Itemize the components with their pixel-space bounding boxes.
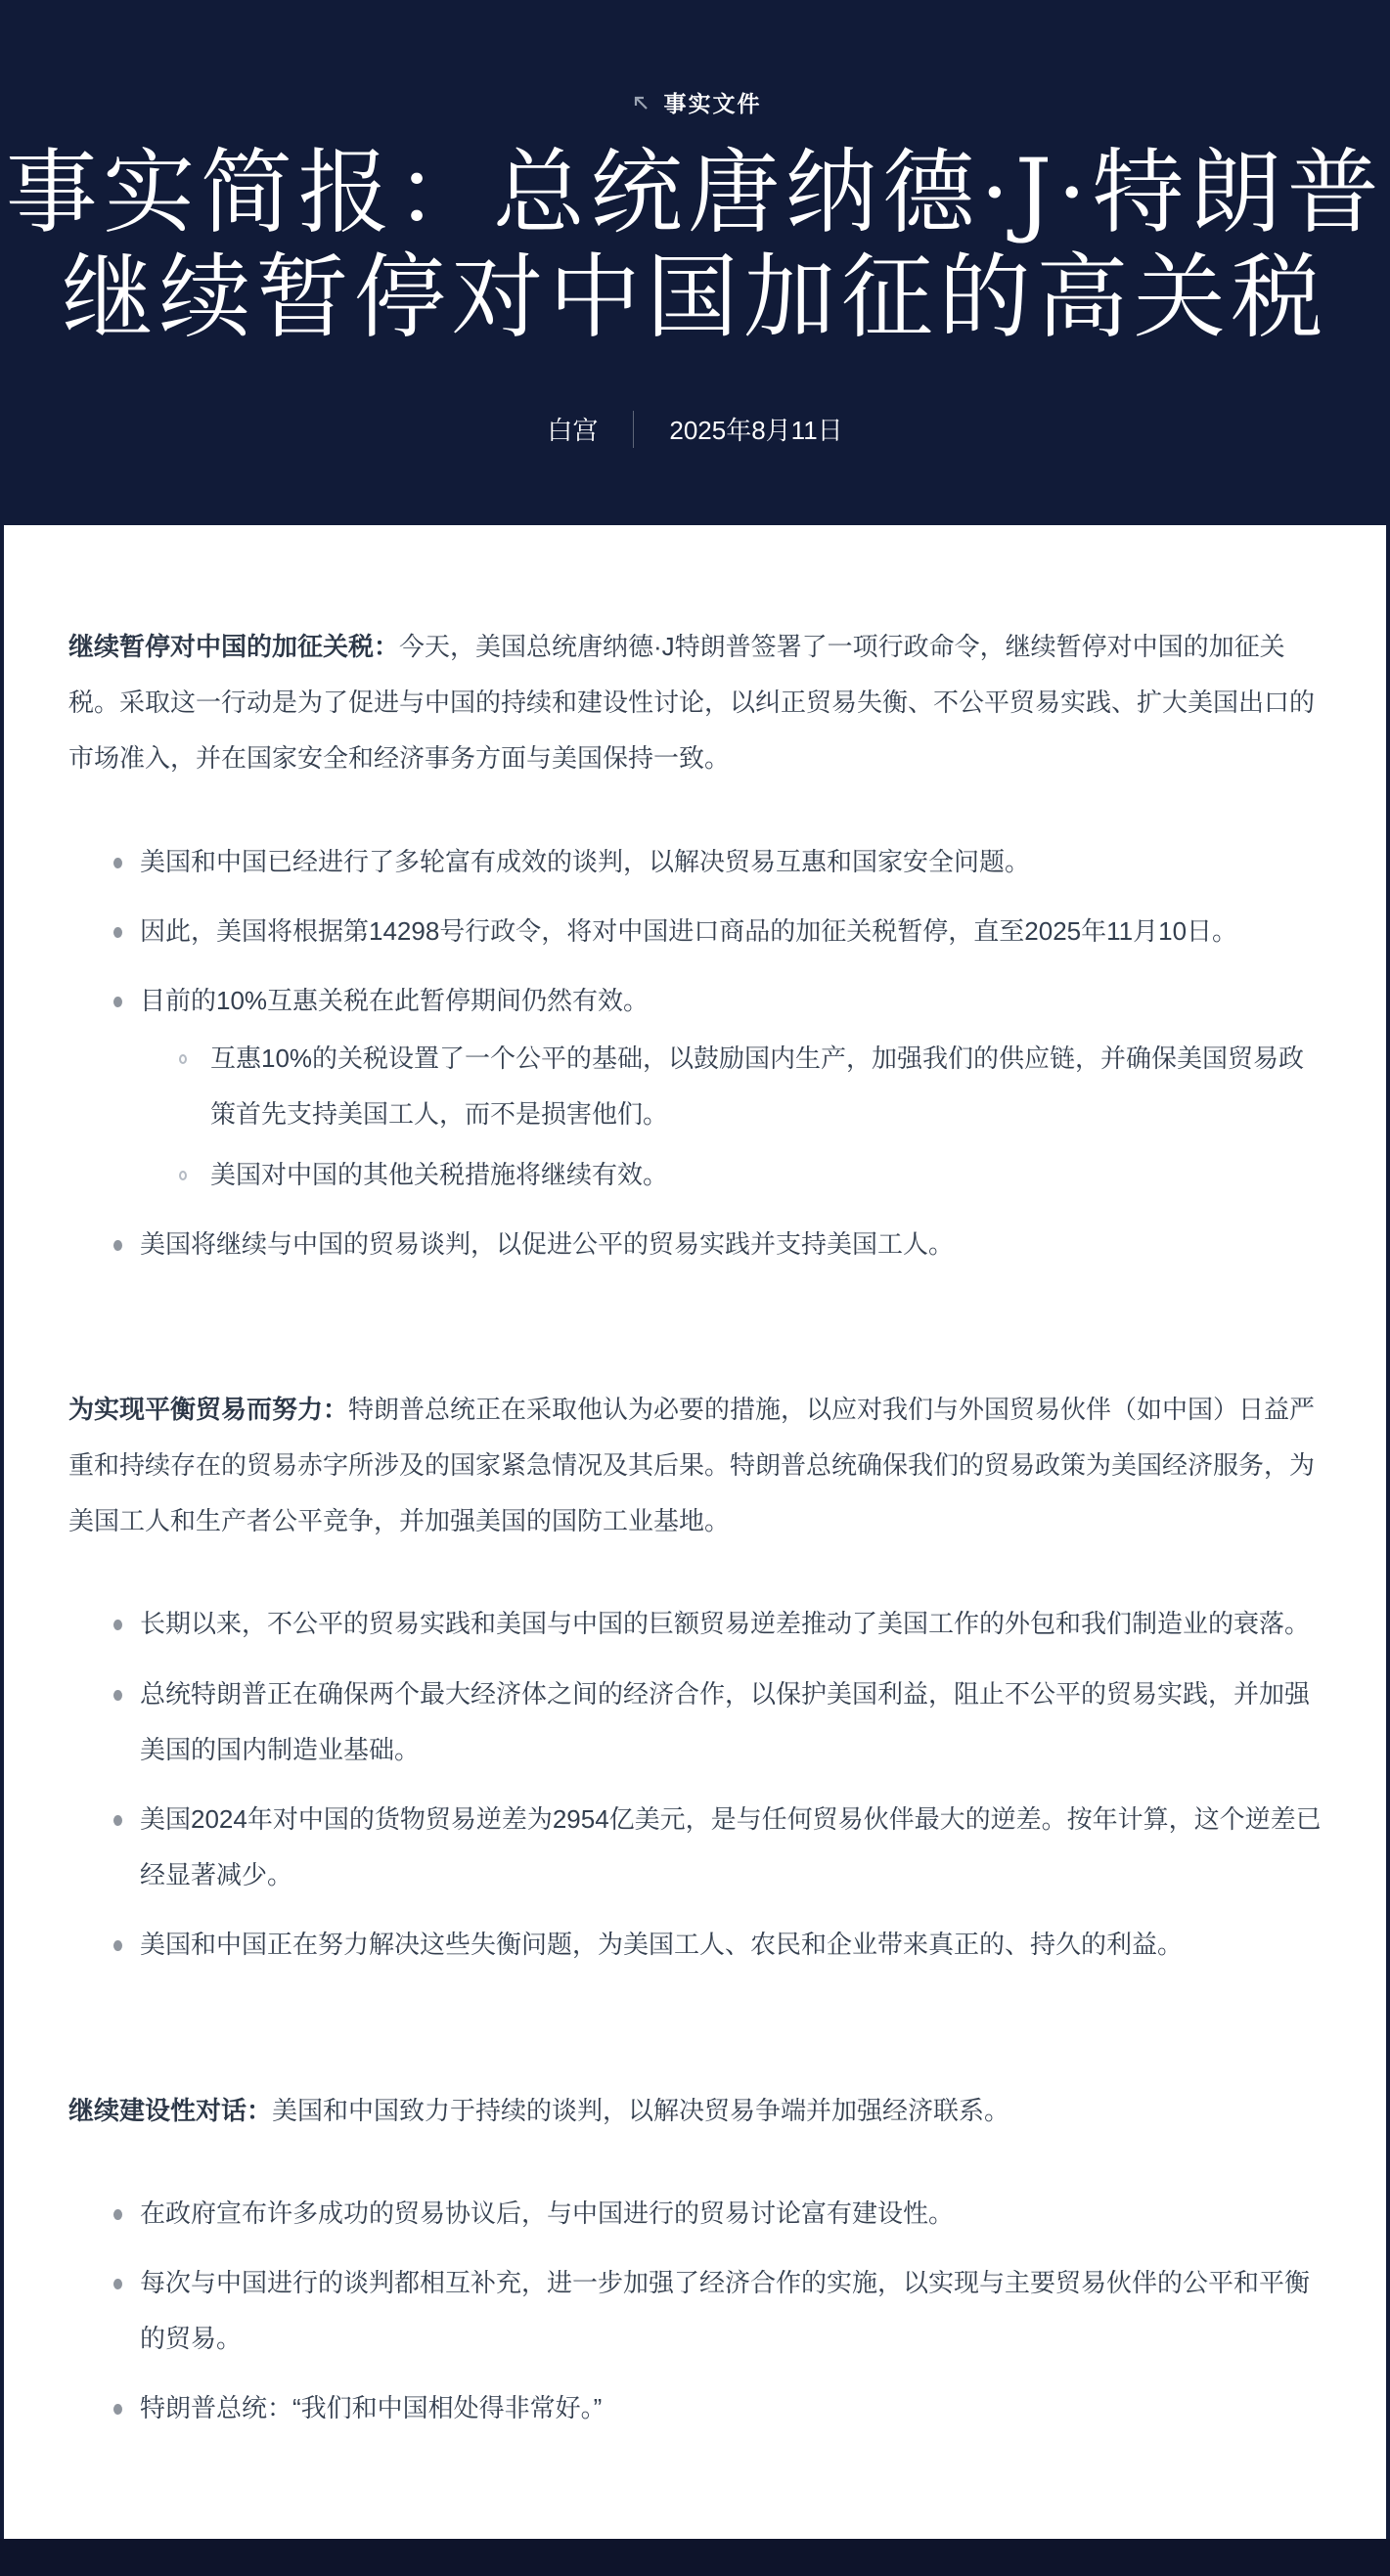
- list-item-text: 美国和中国已经进行了多轮富有成效的谈判，以解决贸易互惠和国家安全问题。: [140, 846, 1031, 876]
- eyebrow-label: 事实文件: [663, 91, 762, 116]
- bullet-icon: [113, 1240, 122, 1251]
- section-lead-text: 特朗普总统正在采取他认为必要的措施，以应对我们与外国贸易伙伴（如中国）日益严重和持续存在的贸易赤字所涉及的国家紧急情况及其后果。特朗普总统确保我们的贸易政策为美国经济服务，为美国工人和生产者公平竞争，并加强美国的国防工业基地。: [68, 1394, 1316, 1536]
- list-item-text: 特朗普总统：“我们和中国相处得非常好。”: [140, 2393, 603, 2423]
- list-item-text: 美国2024年对中国的货物贸易逆差为2954亿美元，是与任何贸易伙伴最大的逆差。按年计算，这个逆差已经显著减少。: [140, 1804, 1322, 1890]
- article-card: [4, 525, 1386, 2539]
- list-item: [68, 973, 1322, 1203]
- list-item-text: 总统特朗普正在确保两个最大经济体之间的经济合作，以保护美国利益，阻止不公平的贸易实践，并加强美国的国内制造业基础。: [140, 1678, 1311, 1764]
- list-item: [68, 1792, 1322, 1903]
- bullet-list: [68, 1596, 1322, 1973]
- bullet-icon: [113, 2279, 122, 2289]
- section-lead: [68, 1382, 1322, 1550]
- list-item: [68, 904, 1322, 959]
- sub-list-item: [140, 1147, 1322, 1203]
- meta-row: [0, 411, 1390, 448]
- section-heading: 为实现平衡贸易而努力：: [68, 1394, 349, 1424]
- meta-source: 白宫: [547, 416, 599, 446]
- bullet-list: [68, 2186, 1322, 2437]
- list-item: [68, 2255, 1322, 2367]
- page-title-line-2: 继续暂停对中国加征的高关税: [61, 244, 1329, 351]
- list-item: [68, 1917, 1322, 1973]
- sub-list-item-text: 美国对中国的其他关税措施将继续有效。: [210, 1159, 669, 1189]
- bullet-icon: [113, 1940, 122, 1951]
- arrow-up-left-icon: [629, 91, 652, 114]
- page-footer: [0, 2539, 1390, 2576]
- list-item-text: 因此，美国将根据第14298号行政令，将对中国进口商品的加征关税暂停，直至2025年11月10日。: [140, 915, 1238, 946]
- bullet-icon: [113, 1620, 122, 1630]
- bullet-icon: [113, 858, 122, 868]
- article-sections: [68, 619, 1322, 2437]
- list-item: [68, 1596, 1322, 1652]
- list-item: [68, 1217, 1322, 1272]
- meta-divider: [633, 411, 634, 448]
- article-section-3: [68, 2083, 1322, 2437]
- section-lead-text: 今天，美国总统唐纳德·J特朗普签署了一项行政命令，继续暂停对中国的加征关税。采取这一行动是为了促进与中国的持续和建设性讨论，以纠正贸易失衡、不公平贸易实践、扩大美国出口的市场准入，并在国家安全和经济事务方面与美国保持一致。: [68, 632, 1316, 774]
- section-lead-text: 美国和中国致力于持续的谈判，以解决贸易争端并加强经济联系。: [272, 2095, 1010, 2125]
- list-item: [68, 834, 1322, 890]
- list-item-text: 美国将继续与中国的贸易谈判，以促进公平的贸易实践并支持美国工人。: [140, 1228, 955, 1259]
- section-heading: 继续暂停对中国的加征关税：: [68, 632, 400, 661]
- page-title: [0, 141, 1390, 350]
- bullet-icon: [113, 1690, 122, 1701]
- article-section-2: [68, 1382, 1322, 1974]
- sub-list-item-text: 互惠10%的关税设置了一个公平的基础，以鼓励国内生产，加强我们的供应链，并确保美国贸易政策首先支持美国工人，而不是损害他们。: [210, 1044, 1305, 1130]
- hollow-bullet-icon: [179, 1054, 187, 1064]
- section-lead: [68, 2083, 1322, 2139]
- list-item: [68, 2186, 1322, 2242]
- list-item-text: 长期以来，不公平的贸易实践和美国与中国的巨额贸易逆差推动了美国工作的外包和我们制造业的衰落。: [140, 1609, 1311, 1639]
- bullet-icon: [113, 1815, 122, 1826]
- bullet-icon: [113, 2209, 122, 2220]
- hollow-bullet-icon: [179, 1171, 187, 1180]
- page-title-line-1: 事实简报：总统唐纳德·J·特朗普: [5, 139, 1385, 246]
- list-item-text: 美国和中国正在努力解决这些失衡问题，为美国工人、农民和企业带来真正的、持久的利益。: [140, 1930, 1184, 1960]
- bullet-icon: [113, 927, 122, 938]
- article-section-1: [68, 619, 1322, 1272]
- meta-date: 2025年8月11日: [669, 416, 843, 446]
- sub-bullet-list: [140, 1031, 1322, 1203]
- bullet-icon: [113, 997, 122, 1007]
- sub-list-item: [140, 1031, 1322, 1142]
- list-item-text: 在政府宣布许多成功的贸易协议后，与中国进行的贸易讨论富有建设性。: [140, 2198, 955, 2228]
- eyebrow-link[interactable]: [629, 86, 762, 118]
- bullet-icon: [113, 2404, 122, 2415]
- list-item-text: 每次与中国进行的谈判都相互补充，进一步加强了经济合作的实施，以实现与主要贸易伙伴的公平和平衡的贸易。: [140, 2267, 1311, 2354]
- section-lead: [68, 619, 1322, 787]
- section-heading: 继续建设性对话：: [68, 2095, 273, 2125]
- page-header: [0, 0, 1390, 525]
- bullet-list: [68, 834, 1322, 1272]
- list-item-text: 目前的10%互惠关税在此暂停期间仍然有效。: [140, 985, 650, 1015]
- list-item: [68, 1666, 1322, 1778]
